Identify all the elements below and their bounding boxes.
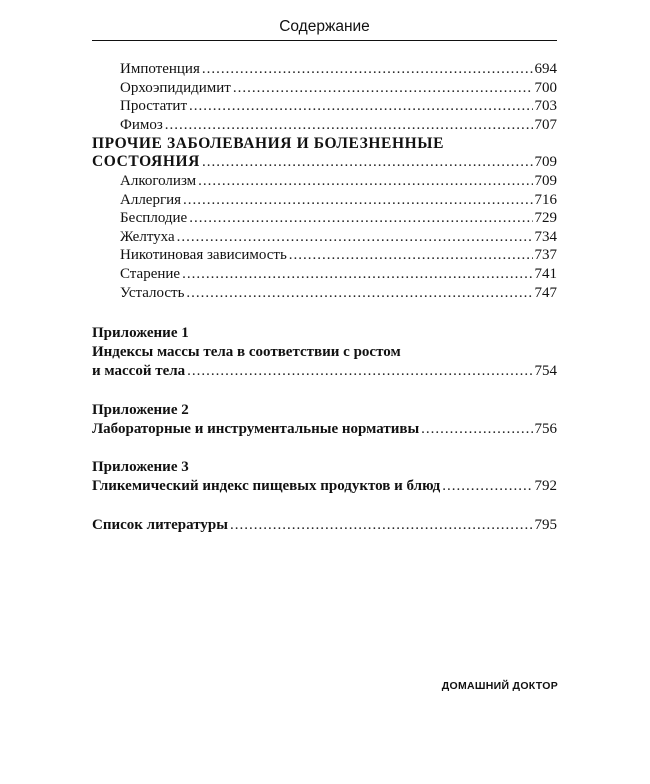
toc-entry[interactable]	[92, 246, 557, 265]
toc-entry-title: Бесплодие	[120, 210, 188, 227]
toc-entry-page: 737	[534, 247, 557, 264]
toc-entry-page: 703	[534, 98, 557, 115]
appendix-3-entry[interactable]	[92, 477, 557, 496]
toc-entry-page: 795	[534, 516, 557, 533]
toc-entry[interactable]	[92, 97, 557, 116]
leader-dots	[233, 79, 533, 98]
leader-dots	[189, 209, 532, 228]
toc-entry-page: 792	[534, 478, 557, 495]
section-heading-line2: СОСТОЯНИЯ	[92, 153, 200, 171]
toc-entry-title: Импотенция	[120, 61, 200, 77]
toc-entry-page: 709	[534, 154, 557, 171]
toc-entry-page: 729	[534, 210, 557, 227]
bibliography-title: Список литературы	[92, 516, 228, 533]
leader-dots	[182, 265, 532, 284]
toc-entry[interactable]	[92, 228, 557, 247]
running-header: Содержание	[92, 18, 557, 41]
toc-entry-title: Желтуха	[120, 228, 175, 245]
appendix-3-title: Гликемический индекс пищевых продуктов и блюд	[92, 478, 441, 495]
appendix-2-title: Лабораторные и инструментальные нормативы	[92, 420, 420, 437]
leader-dots	[177, 228, 533, 247]
toc-entry-page: 741	[534, 265, 557, 282]
appendix-3-label: Приложение 3	[92, 459, 189, 476]
appendix-2-label: Приложение 2	[92, 401, 189, 418]
appendix-1-title-line2: и массой тела	[92, 363, 186, 380]
toc-entry-title: Усталость	[120, 284, 185, 301]
toc-entry-title: Фимоз	[120, 116, 163, 133]
running-footer: ДОМАШНИЙ ДОКТОР	[441, 680, 558, 692]
toc-entry[interactable]	[92, 209, 557, 228]
leader-dots	[165, 116, 533, 135]
toc-entry-title: Старение	[120, 265, 181, 282]
toc-entry-title: Никотиновая зависимость	[120, 247, 287, 264]
toc-entry-page: 756	[534, 420, 557, 437]
leader-dots	[442, 477, 532, 496]
toc-entry-page: 694	[534, 61, 557, 77]
bibliography-entry[interactable]	[92, 516, 557, 535]
leader-dots	[202, 153, 533, 172]
toc-entry-title: Алкоголизм	[120, 172, 197, 189]
toc-entry[interactable]	[92, 191, 557, 210]
appendix-1-label: Приложение 1	[92, 325, 189, 342]
appendix-2-entry[interactable]	[92, 420, 557, 439]
leader-dots	[189, 97, 532, 116]
toc-entry[interactable]	[92, 265, 557, 284]
leader-dots	[198, 172, 532, 191]
leader-dots	[183, 191, 532, 210]
toc-entry-page: 754	[534, 363, 557, 380]
leader-dots	[187, 362, 532, 381]
leader-dots	[202, 60, 533, 79]
appendix-1-title-line1[interactable]: Индексы массы тела в соответствии с ростом	[92, 344, 401, 361]
toc-entry-title: Простатит	[120, 98, 188, 115]
leader-dots	[186, 284, 532, 303]
toc-entry-page: 747	[534, 284, 557, 301]
leader-dots	[289, 246, 533, 265]
toc-entry[interactable]	[92, 172, 557, 191]
toc-entry[interactable]	[92, 79, 557, 98]
toc-entry-page: 709	[534, 172, 557, 189]
toc-entry-page: 716	[534, 191, 557, 208]
toc-entry-title: Орхоэпидидимит	[120, 79, 231, 96]
toc-entry[interactable]	[92, 116, 557, 135]
section-heading-entry[interactable]	[92, 153, 557, 172]
toc-entry-page: 707	[534, 116, 557, 133]
toc-entry-page: 700	[534, 79, 557, 96]
appendix-1-entry[interactable]	[92, 362, 557, 381]
toc-entry-title: Аллергия	[120, 191, 182, 208]
table-of-contents	[92, 60, 557, 535]
section-heading-line1[interactable]: ПРОЧИЕ ЗАБОЛЕВАНИЯ И БОЛЕЗНЕННЫЕ	[92, 135, 445, 153]
toc-entry[interactable]	[92, 60, 557, 79]
leader-dots	[421, 420, 532, 439]
leader-dots	[230, 516, 533, 535]
toc-entry-page: 734	[534, 228, 557, 245]
toc-entry[interactable]	[92, 284, 557, 303]
